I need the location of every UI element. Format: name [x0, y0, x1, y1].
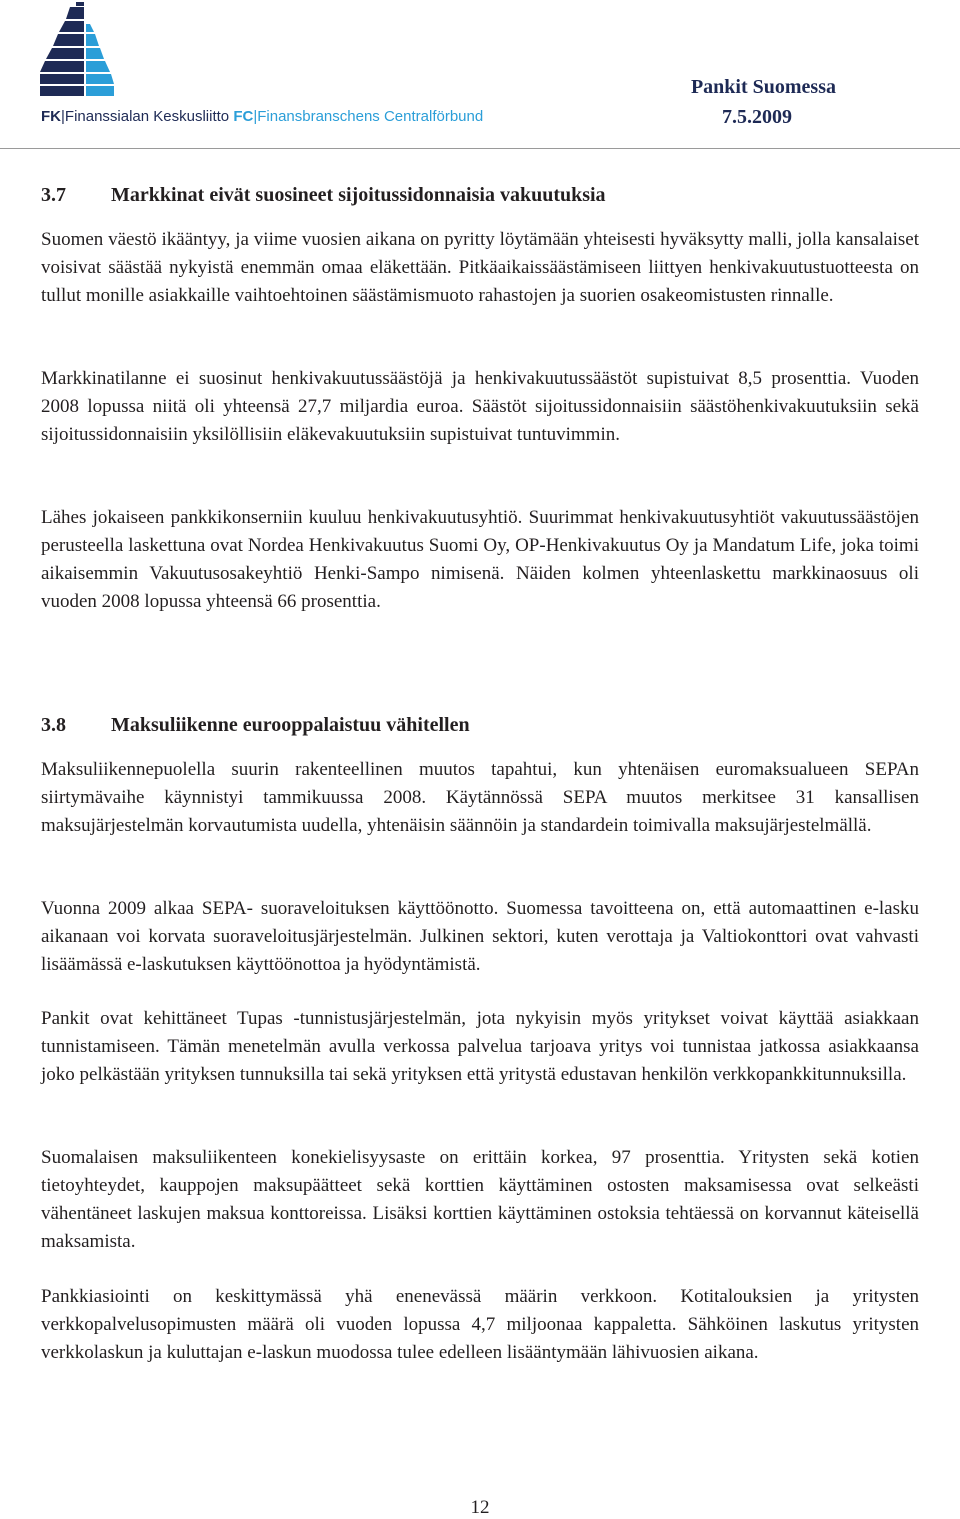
section-number: 3.8 [41, 714, 66, 736]
section-number: 3.7 [41, 184, 66, 206]
paragraph: Maksuliikennepuolella suurin rakenteellinen muutos tapahtui, kun yhtenäisen euromaksualueen SEPAn siirtymävaihe käynnistyi tammikuussa 2008. Käytännössä SEPA muutos merkitsee 31 kansallisen maksujärjestelmän korvautumista uudella, yhtenäisin säännöin ja standardein toimivalla maksujärjestelmällä. [41, 759, 919, 836]
document-date: 7.5.2009 [722, 106, 792, 128]
paragraph: Suomen väestö ikääntyy, ja viime vuosien aikana on pyritty löytämään yhteisesti hyväksytty malli, jolla kansalaiset voisivat säästää nykyistä enemmän omaa eläkettään. Pitkäaikaissäästämiseen liittyen henkivakuutustuotteesta on tullut monille asiakkaille vaihtoehtoinen säästämismuoto rahastojen ja suorien osakeomistusten rinnalle. [41, 229, 919, 306]
paragraph: Suomalaisen maksuliikenteen konekielisyysaste on erittäin korkea, 97 prosenttia. Yritysten sekä kotien tietoyhteydet, kauppojen maksupäätteet sekä korttien käyttäminen ostosten maksamisessa ovat selkeästi vähentäneet laskujen maksua konttoreissa. Lisäksi korttien käyttäminen ostoksia tehtäessä on korvannut käteisellä maksamista. [41, 1147, 919, 1252]
paragraph: Markkinatilanne ei suosinut henkivakuutussäästöjä ja henkivakuutussäästöt supistuivat 8,5 prosenttia. Vuoden 2008 lopussa niitä oli yhteensä 27,7 miljardia euroa. Säästöt sijoitussidonnaisiin säästöhenkivakuutuksiin sekä sijoitussidonnaisiin yksilöllisiin eläkevakuutuksiin supistuivat tuntuvimmin. [41, 368, 919, 445]
paragraph: Lähes jokaiseen pankkikonserniin kuuluu henkivakuutusyhtiö. Suurimmat henkivakuutusyhtiöt vakuutussäästöjen perusteella laskettuna ovat Nordea Henkivakuutus Suomi Oy, OP-Henkivakuutus Oy ja Mandatum Life, joka toimi aikaisemmin Vakuutusosakeyhtiö Henki-Sampo nimisenä. Näiden kolmen yhteenlaskettu markkinaosuus oli vuoden 2008 lopussa yhteensä 66 prosenttia. [41, 507, 919, 612]
paragraph: Pankkiasiointi on keskittymässä yhä enenevässä määrin verkkoon. Kotitalouksien ja yritysten verkkopalvelusopimusten määrä oli vuoden lopussa 4,7 miljoonaa kappaletta. Sähköinen laskutus yritysten verkkolaskun ja kuluttajan e-laskun muodossa tulee edelleen lisääntymään lähivuosien aikana. [41, 1286, 919, 1363]
org-fk-abbrev: FK [41, 108, 61, 125]
org-separator: | [61, 108, 65, 125]
section-title: Markkinat eivät suosineet sijoitussidonnaisia vakuutuksia [111, 184, 606, 206]
fk-logo-mark-icon [40, 2, 114, 102]
org-name-swedish: Finansbranschens Centralförbund [257, 108, 484, 125]
paragraph: Vuonna 2009 alkaa SEPA- suoraveloituksen käyttöönotto. Suomessa tavoitteena on, että automaattinen e-lasku aikanaan voi korvata suoraveloitusjärjestelmän. Julkinen sektori, kuten verottaja ja Valtiokonttori ovat vahvasti lisäämässä e-laskutuksen käyttöönottoa ja hyödyntämistä. [41, 898, 919, 975]
org-separator: | [253, 108, 258, 125]
document-title: Pankit Suomessa [690, 76, 836, 98]
section-heading [41, 184, 606, 207]
section-title: Maksuliikenne eurooppalaistuu vähitellen [111, 714, 470, 736]
paragraph: Pankit ovat kehittäneet Tupas -tunnistusjärjestelmän, jota nykyisin myös yritykset voivat käyttää asiakkaan tunnistamiseen. Tämän menetelmän avulla verkossa palvelua tarjoava yritys voi tunnistaa jatkossa asiakkaansa joko pelkästään yrityksen tunnuksilla tai sekä yrityksen että yritystä edustavan henkilön verkkopankkitunnuksilla. [41, 1008, 919, 1085]
page-number: 12 [470, 1497, 490, 1518]
organization-name [41, 108, 483, 125]
org-name-finnish: Finanssialan Keskusliitto [64, 108, 230, 125]
section-heading [41, 714, 470, 737]
org-fc-abbrev: FC [233, 108, 254, 125]
header-divider [0, 148, 960, 149]
